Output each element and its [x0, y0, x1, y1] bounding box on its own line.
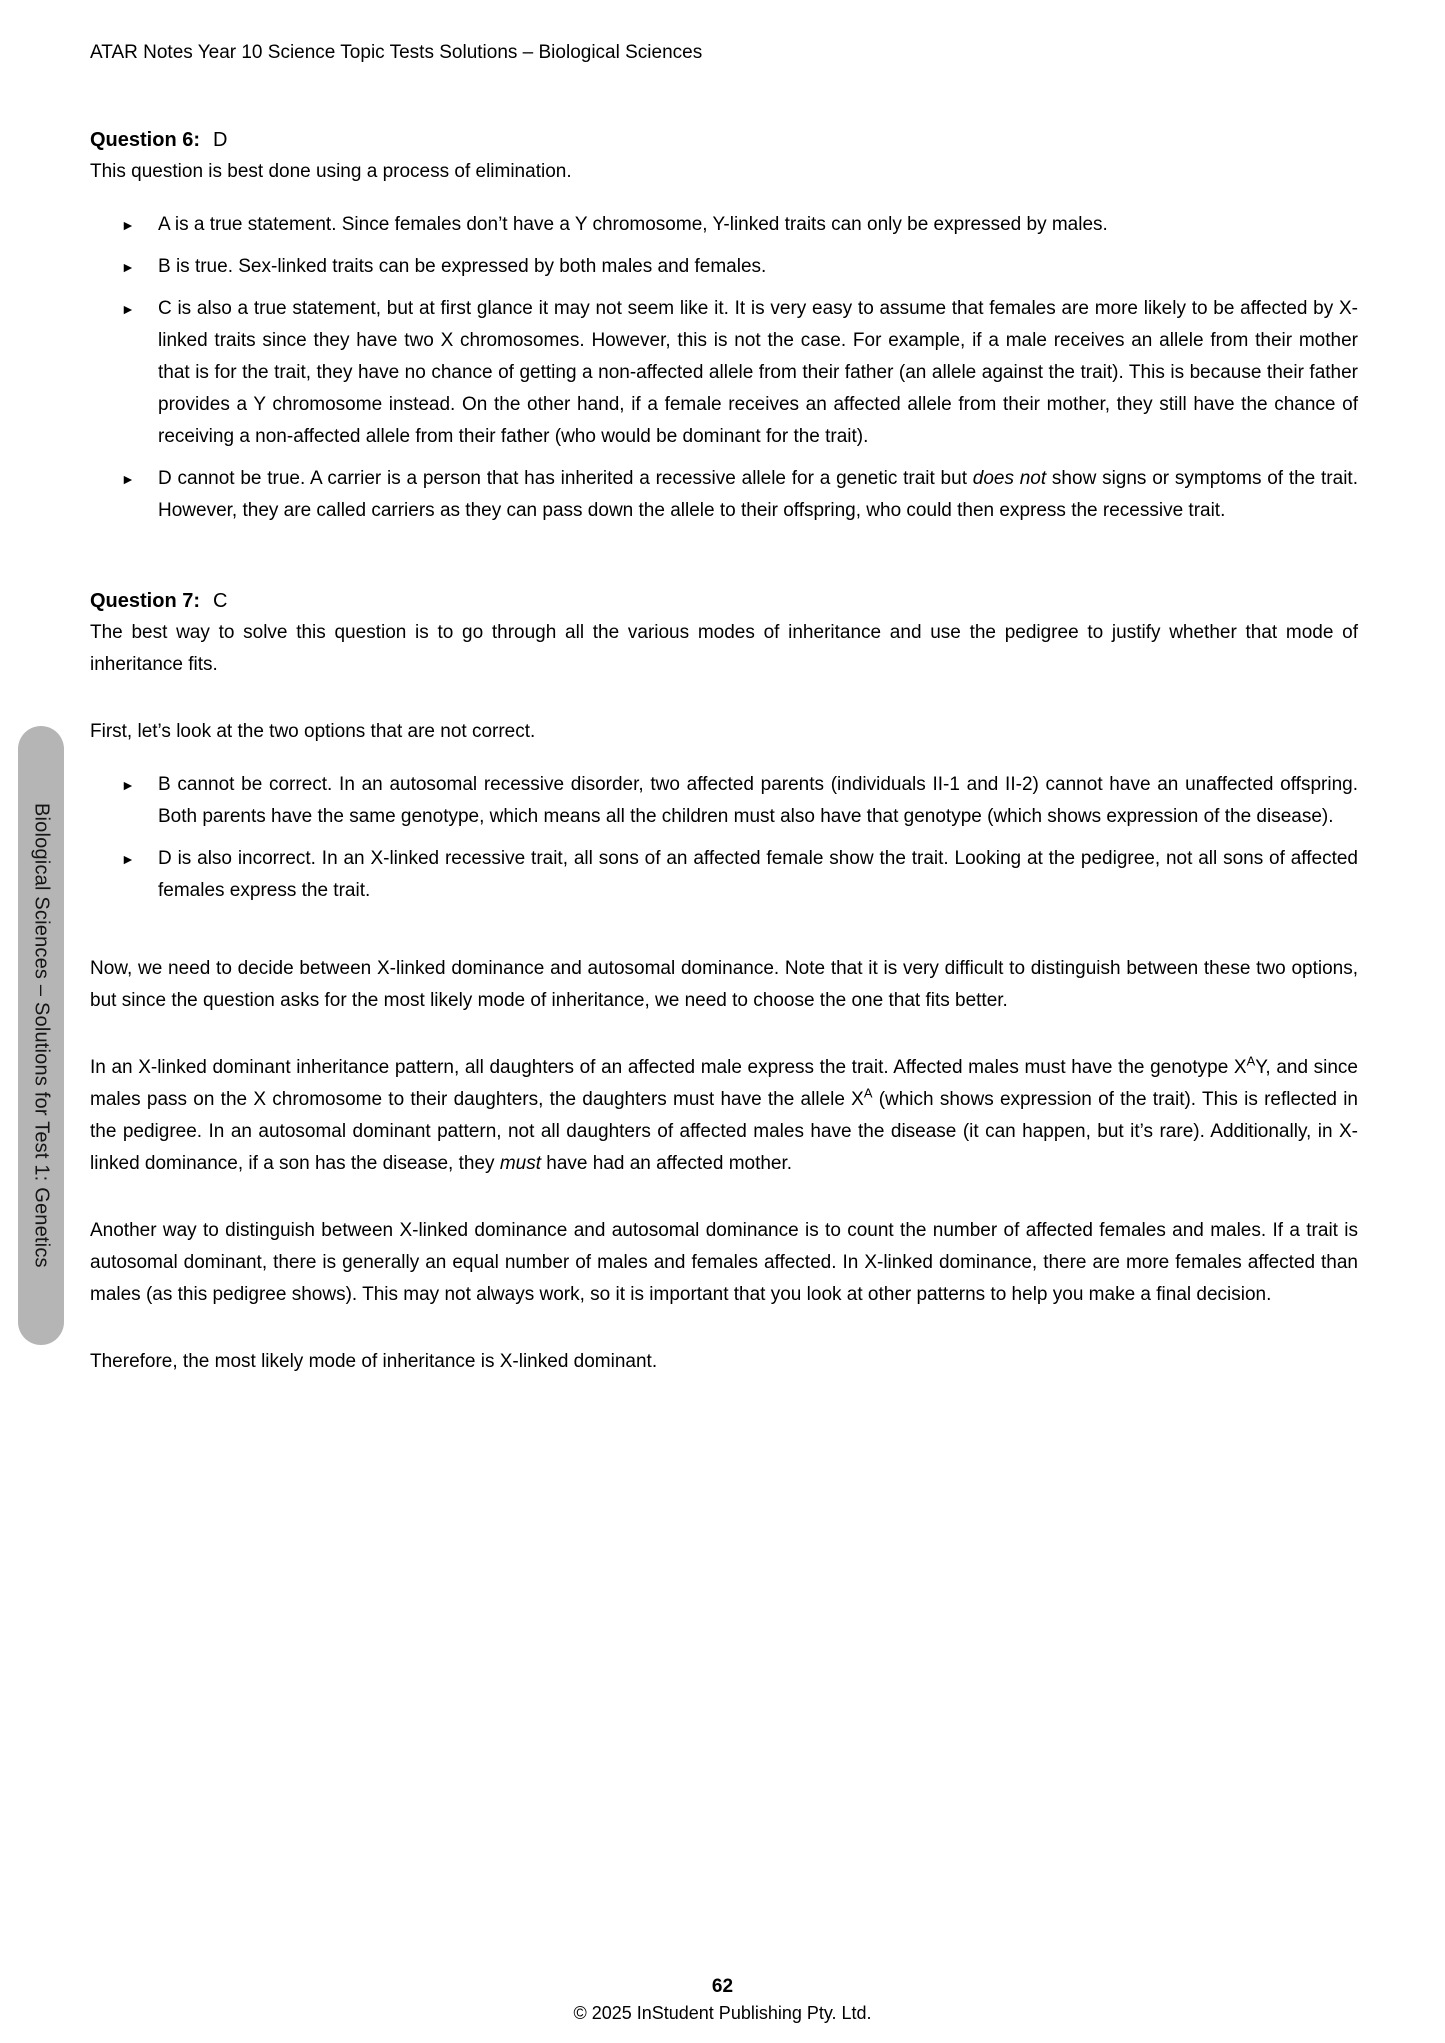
bullet-item-a — [90, 209, 1358, 241]
bullet-item-b — [90, 769, 1358, 833]
sidebar-tab-label: Biological Sciences – Solutions for Test 1: Genetics — [30, 803, 53, 1268]
question-7-paragraph-xlinked: In an X-linked dominant inheritance pattern, all daughters of an affected male express the trait. Affected males must have the genotype $X^AY$, and since males pass on the X chromosome to their daughters, the daughters must have the allele $X^A$ (which shows expression of the trait). This is reflected in the pedigree. In an autosomal dominant pattern, not all daughters of affected males have the disease (it can happen, but it’s rare). Additionally, in X-linked dominance, if a son has the disease, they must have had an affected mother. — [90, 1053, 1358, 1174]
question-6-label: Question 6: — [90, 129, 201, 151]
question-7-section — [90, 585, 1358, 1378]
question-7-paragraph-now: Now, we need to decide between X-linked dominance and autosomal dominance. Note that it is very difficult to distinguish between these two options, but since the question asks for the most likely mode of inheritance, we need to choose the one that fits better. — [90, 958, 1358, 1011]
page-content — [90, 40, 1358, 1378]
bullet-text-d: D is also incorrect. In an X-linked recessive trait, all sons of an affected female show the trait. Looking at the pedigree, not all sons of affected females express the trait. — [158, 848, 1358, 901]
bullet-text-b: B is true. Sex-linked traits can be expressed by both males and females. — [158, 256, 767, 277]
question-6-intro: This question is best done using a process of elimination. — [90, 161, 572, 182]
question-7-paragraph-another: Another way to distinguish between X-linked dominance and autosomal dominance is to count the number of affected females and males. If a trait is autosomal dominant, there is generally an equal number of males and females affected. In X-linked dominance, there are more females affected than males (as this pedigree shows). This may not always work, so it is important that you look at other patterns to help you make a final decision. — [90, 1220, 1358, 1305]
question-6-heading — [90, 124, 1358, 156]
question-7-label: Question 7: — [90, 590, 201, 612]
page-footer — [0, 1974, 1445, 2027]
bullet-arrow-icon: ► — [121, 301, 135, 317]
bullet-item-b — [90, 251, 1358, 283]
question-7-answer: C — [213, 590, 228, 612]
document-header: ATAR Notes Year 10 Science Topic Tests Solutions – Biological Sciences — [90, 42, 703, 63]
bullet-item-d — [90, 843, 1358, 907]
bullet-text-c: C is also a true statement, but at first glance it may not seem like it. It is very easy to assume that females are more likely to be affected by X-linked traits since they have two X chromosomes. However, this is not the case. For example, if a male receives an allele from their mother that is for the trait, they have no chance of getting a non-affected allele from their father (an allele against the trait). This is because their father provides a Y chromosome instead. On the other hand, if a female receives an affected allele from their mother, they still have the chance of receiving a non-affected allele from their father (who would be dominant for the trait). — [158, 298, 1358, 447]
question-6-answer: D — [213, 129, 228, 151]
question-7-bullet-list — [90, 769, 1358, 907]
sidebar-tab — [18, 726, 64, 1345]
copyright-notice: © 2025 InStudent Publishing Pty. Ltd. — [573, 2003, 872, 2023]
bullet-arrow-icon: ► — [121, 777, 135, 793]
bullet-text-a: A is a true statement. Since females don’t have a Y chromosome, Y-linked traits can only be expressed by males. — [158, 214, 1108, 235]
question-6-bullet-list — [90, 209, 1358, 527]
bullet-text-b: B cannot be correct. In an autosomal recessive disorder, two affected parents (individuals II-1 and II-2) cannot have an unaffected offspring. Both parents have the same genotype, which means all the children must also have that genotype (which shows expression of the disease). — [158, 774, 1358, 827]
question-6-section — [90, 124, 1358, 527]
question-7-heading — [90, 585, 1358, 617]
bullet-item-d — [90, 463, 1358, 527]
question-7-paragraph-first: First, let’s look at the two options that are not correct. — [90, 721, 536, 742]
bullet-arrow-icon: ► — [121, 259, 135, 275]
question-7-intro: The best way to solve this question is to go through all the various modes of inheritance and use the pedigree to justify whether that mode of inheritance fits. — [90, 622, 1358, 675]
bullet-text-d: D cannot be true. A carrier is a person that has inherited a recessive allele for a genetic trait but does not show signs or symptoms of the trait. However, they are called carriers as they can pass down the allele to their offspring, who could then express the recessive trait. — [158, 468, 1358, 521]
page-number: 62 — [711, 1976, 734, 1997]
question-7-paragraph-therefore: Therefore, the most likely mode of inheritance is X-linked dominant. — [90, 1351, 658, 1372]
bullet-arrow-icon: ► — [121, 851, 135, 867]
bullet-arrow-icon: ► — [121, 471, 135, 487]
bullet-item-c — [90, 293, 1358, 453]
bullet-arrow-icon: ► — [121, 217, 135, 233]
